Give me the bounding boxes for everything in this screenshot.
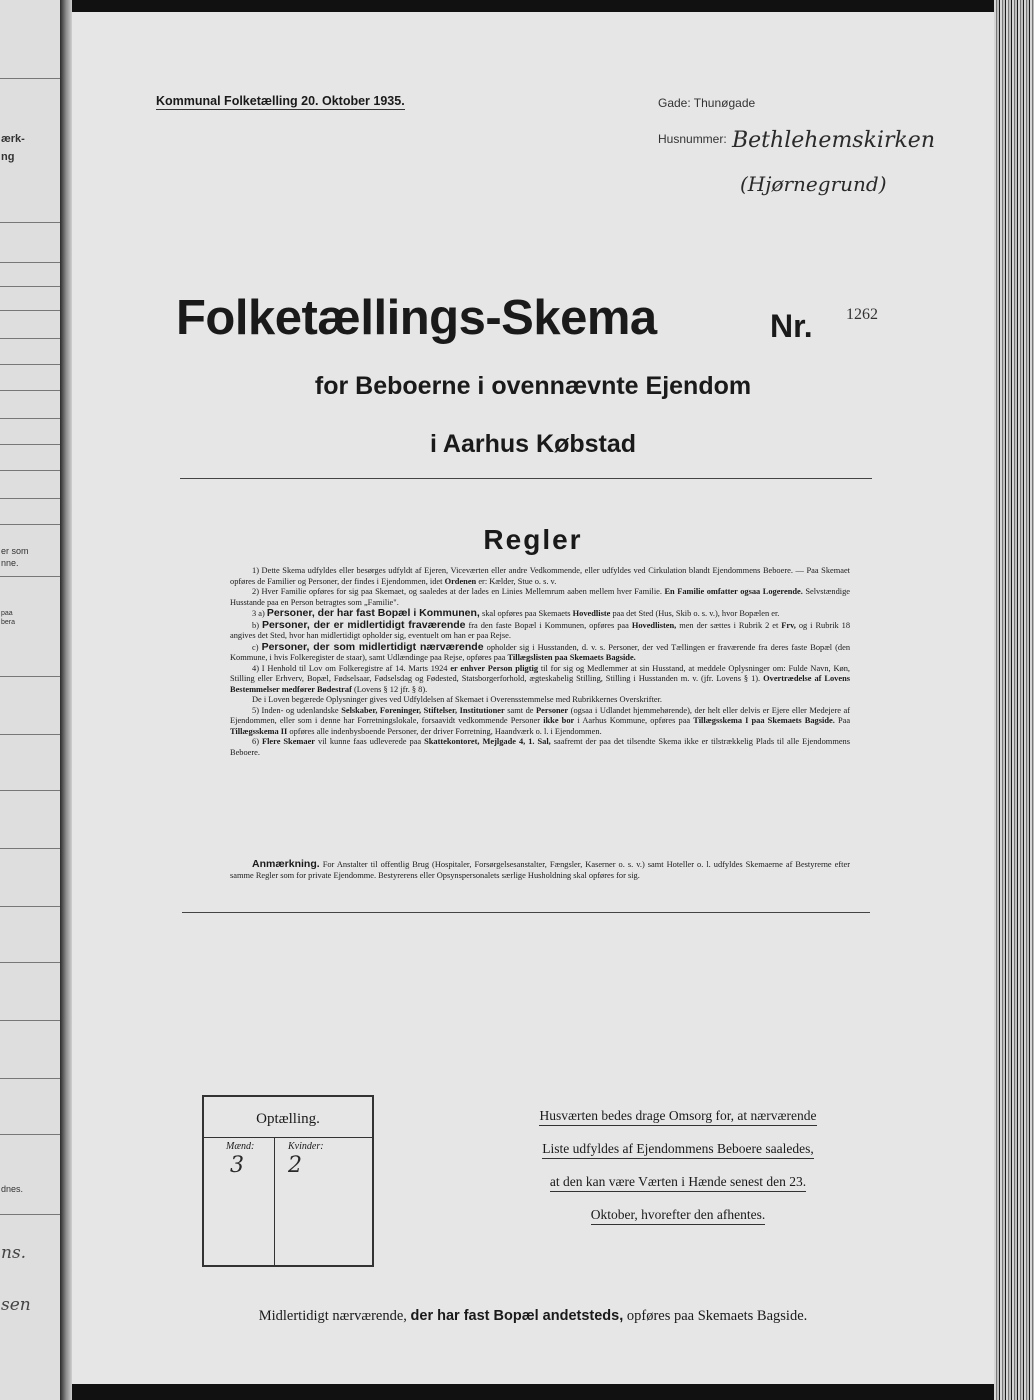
count-box [202, 1095, 374, 1267]
notice-line: Liste udfyldes af Ejendommens Beboere saaledes, [542, 1141, 813, 1159]
notice-line: Oktober, hvorefter den afhentes. [591, 1207, 766, 1225]
left-page-fragment: bera [1, 619, 16, 626]
form-subtitle: for Beboerne i ovennævnte Ejendom [314, 372, 752, 400]
rules-heading: Regler [483, 524, 583, 555]
women-count: 2 [288, 1153, 302, 1178]
house-number-note: (Hjørnegrund) [740, 172, 887, 196]
count-column-rule [274, 1137, 275, 1265]
rule-2: 2) Hver Familie opføres for sig paa Skemaet, og saaledes at der lades en Linies Mellemrum aaben mellem hver Familie. En Familie omfatter ogsaa Logerende. Selvstændige Husstande paa en Person betragtes som „Familie". [230, 587, 851, 607]
rule-4: 4) I Henhold til Lov om Folkeregistre af 14. Marts 1924 er enhver Person pligtig til for sig og Medlemmer at sin Husstand, at meddele Oplysninger om: Fulde Navn, Køn, Stilling eller Erhverv, Bopæl, Fødselsaar, Fødselsdag og Fødested, Statsborgerforhold, ægteskabelig Stilling, Stilling i Husstanden m. v. (jfr. Lovens § 1). Overtrædelse af Lovens Bestemmelser medfører Bødestraf (Lovens § 12 jfr. § 8). [230, 663, 850, 694]
form-subtitle-city: i Aarhus Købstad [429, 430, 637, 458]
left-page-fragment: ng [1, 151, 15, 163]
left-page-fragment: nne. [1, 558, 19, 568]
left-page-fragment: dnes. [1, 1184, 24, 1194]
census-header: Kommunal Folketælling 20. Oktober 1935. [156, 94, 405, 108]
men-label: Mænd: [226, 1141, 255, 1152]
left-page-fragment: er som [1, 546, 29, 556]
previous-page-edge [0, 0, 60, 1400]
house-number-value: Bethlehemskirken [732, 128, 935, 153]
rule-4-note: De i Loven begærede Oplysninger gives ved Udfyldelsen af Skemaet i Overensstemmelse med Rubrikkernes Overskrifter. [252, 695, 663, 704]
women-label: Kvinder: [288, 1141, 324, 1152]
rule-3a: 3 a) Personer, der har fast Bopæl i Kommunen, skal opføres paa Skemaets Hovedliste paa det Sted (Hus, Skib o. s. v.), hvor Bopælen er. [252, 607, 780, 619]
left-page-fragment: ns. [1, 1243, 27, 1263]
divider [180, 478, 872, 479]
street-label: Gade: Thunøgade [658, 96, 756, 110]
rule-5: 5) Inden- og udenlandske Selskaber, Foreninger, Stiftelser, Institutioner samt de Personer (ogsaa i Udlandet hjemmehørende), der helt eller delvis er Ejere eller Medejere af Ejendommen, eller som i denne har Forretningslokale, forsaavidt vedkommende Personer ikke bor i Aarhus Kommune, opføres paa Tillægsskema I paa Skemaets Bagside. Paa Tillægsskema II opføres alle indenbysboende Personer, der driver Forretning, Haandværk o. l. i Ejendommen. [230, 705, 851, 736]
left-page-fragment: ærk- [1, 133, 25, 145]
divider [182, 912, 870, 913]
rule-3c: c) Personer, der som midlertidigt nærværende opholder sig i Husstanden, d. v. s. Personer, der ved Tællingen er fraværende fra deres faste Bopæl (den Kommune, i hvis Folkeregister de staar), samt Udlændinge paa Rejse, opføres paa Tillægslisten paa Skemaets Bagside. [230, 640, 851, 662]
rule-3b: b) Personer, der er midlertidigt fraværende fra den faste Bopæl i Kommunen, opføres paa Hovedlisten, men der sættes i Rubrik 2 et Frv, og i Rubrik 18 angives det Sted, hvor han midlertidigt opholder sig, eventuelt om han er paa Rejse. [230, 618, 851, 640]
landlord-notice [502, 1108, 854, 1240]
house-number-label: Husnummer: [658, 132, 727, 146]
remark [230, 859, 850, 881]
notice-line: Husværten bedes drage Omsorg for, at nærværende [539, 1108, 816, 1126]
rule-1: 1) Dette Skema udfyldes eller besørges udfyldt af Ejeren, Viceværten eller andre Vedkommende, eller udfyldes ved Cirkulation blandt Ejendommens Beboere. — Paa Skemaet opføres de Familier og Personer, der findes i Ejendommen, idet Ordenen er: Kælder, Stue o. s. v. [230, 566, 850, 586]
form-title: Folketællings-Skema [176, 291, 657, 345]
remark-label: Anmærkning. [252, 858, 320, 870]
form-number-label: Nr. [770, 308, 813, 344]
form-number-value: 1262 [846, 306, 878, 323]
rules-text [230, 566, 850, 758]
remark-text: For Anstalter til offentlig Brug (Hospitaler, Forsørgelsesanstalter, Fængsler, Kaserner o. s. v.) samt Hoteller o. l. udfyldes Skemaerne af Bestyrerne efter samme Regler som for private Ejendomme. Bestyrerens eller Opsynspersonalets særlige Husholdning skal opføres for sig. [230, 860, 850, 880]
rule-6: 6) Flere Skemaer vil kunne faas udleverede paa Skattekontoret, Mejlgade 4, 1. Sal, saafremt der paa det tilsendte Skema ikke er tilstrækkelig Plads til alle Ejendommens Beboere. [230, 737, 851, 757]
footer-note: Midlertidigt nærværende, der har fast Bopæl andetsteds, opføres paa Skemaets Bagside. [258, 1308, 808, 1324]
left-page-fragment: sen [1, 1295, 31, 1315]
census-form-page [72, 12, 994, 1384]
book-gutter [60, 0, 72, 1400]
notice-line: at den kan være Værten i Hænde senest den 23. [550, 1174, 806, 1192]
count-title: Optælling. [256, 1111, 320, 1127]
page-stack-edges [994, 0, 1034, 1400]
count-header-rule [204, 1137, 372, 1138]
left-page-fragment: paa [1, 610, 13, 617]
men-count: 3 [230, 1153, 244, 1178]
